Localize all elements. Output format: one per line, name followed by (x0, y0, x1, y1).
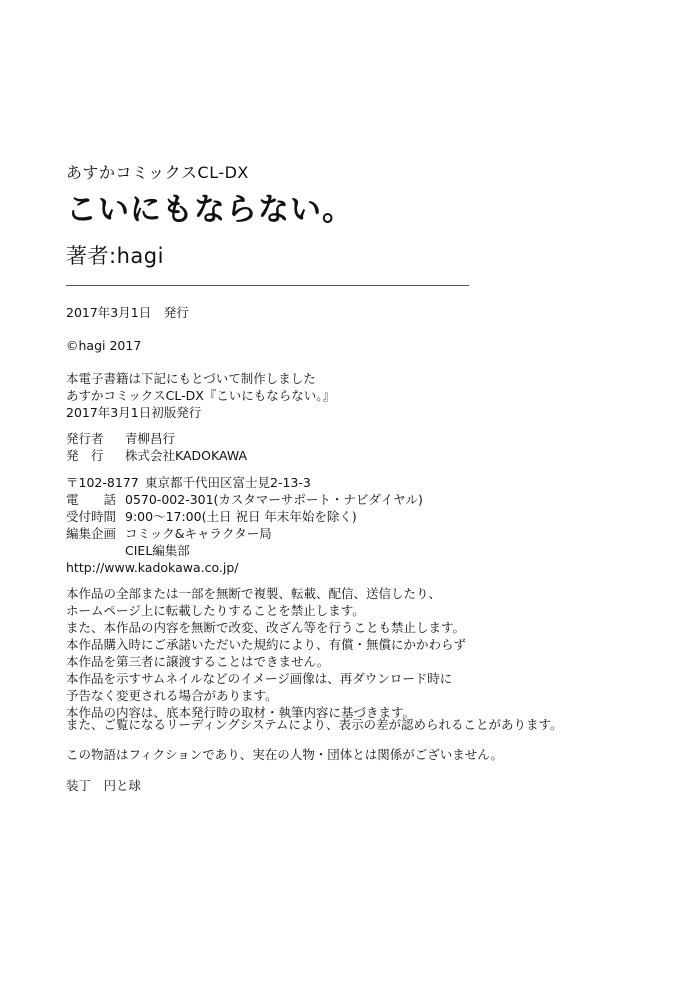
postal-row (66, 474, 423, 491)
legal-line: 本作品の全部または一部を無断で複製、転載、配信、送信したり、 (66, 586, 442, 601)
legal-line: また、本作品の内容を無断で改変、改ざん等を行うことも禁止します。 (66, 620, 466, 635)
legal-line: 本作品を示すサムネイルなどのイメージ画像は、再ダウンロード時に (66, 671, 453, 686)
publisher-company-label: 発 行 (66, 448, 104, 463)
design-credit: 装丁 円と球 (66, 778, 142, 793)
phone-row (66, 491, 423, 508)
hours-row (66, 508, 423, 525)
publisher-label: 発行者 (66, 431, 104, 446)
legal-line: 本作品の内容は、底本発行時の取材・執筆内容に基づきます。 (66, 705, 416, 720)
hours-value: 9:00～17:00(土日 祝日 年末年始を除く) (125, 509, 357, 524)
publisher-company-value: 株式会社KADOKAWA (125, 448, 248, 463)
source-edition-info (66, 370, 335, 421)
editing-dept: CIEL編集部 (125, 543, 190, 558)
copyright-notice: ©hagi 2017 (66, 338, 142, 353)
book-title: こいにもならない。 (66, 192, 354, 228)
legal-notice (66, 585, 466, 721)
phone-label: 電 話 (66, 492, 117, 507)
publisher-company-row (66, 447, 247, 464)
contact-info (66, 474, 423, 576)
editing-value: コミック&キャラクター局 (125, 526, 272, 541)
publisher-info (66, 430, 247, 464)
author-line: 著者:hagi (66, 244, 164, 268)
publisher-url[interactable]: http://www.kadokawa.co.jp/ (66, 560, 239, 575)
publication-date: 2017年3月1日 発行 (66, 305, 189, 320)
reading-system-notice: また、ご覧になるリーディングシステムにより、表示の差が認められることがあります。 (66, 717, 563, 732)
legal-line: 予告なく変更される場合があります。 (66, 688, 278, 703)
editing-label: 編集企画 (66, 526, 117, 541)
publisher-value: 青柳昌行 (125, 431, 176, 446)
hours-label: 受付時間 (66, 509, 117, 524)
postal-address: 東京都千代田区富士見2-13-3 (145, 475, 311, 490)
title-divider (66, 285, 469, 286)
legal-line: ホームページ上に転載したりすることを禁止します。 (66, 603, 365, 618)
postal-code: 〒102-8177 (66, 475, 139, 490)
series-name: あすかコミックスCL-DX (66, 163, 249, 182)
phone-value: 0570-002-301(カスタマーサポート・ナビダイヤル) (125, 492, 423, 507)
source-line: あすかコミックスCL-DX『こいにもならない。』 (66, 388, 336, 403)
legal-line: 本作品を第三者に譲渡することはできません。 (66, 654, 330, 669)
editing-row (66, 525, 423, 542)
source-line: 2017年3月1日初版発行 (66, 405, 202, 420)
publisher-row (66, 430, 247, 447)
legal-line: 本作品購入時にご承諾いただいた規約により、有償・無償にかかわらず (66, 637, 467, 652)
source-line: 本電子書籍は下記にもとづいて制作しました (66, 371, 316, 386)
fiction-disclaimer: この物語はフィクションであり、実在の人物・団体とは関係がございません。 (66, 747, 504, 762)
